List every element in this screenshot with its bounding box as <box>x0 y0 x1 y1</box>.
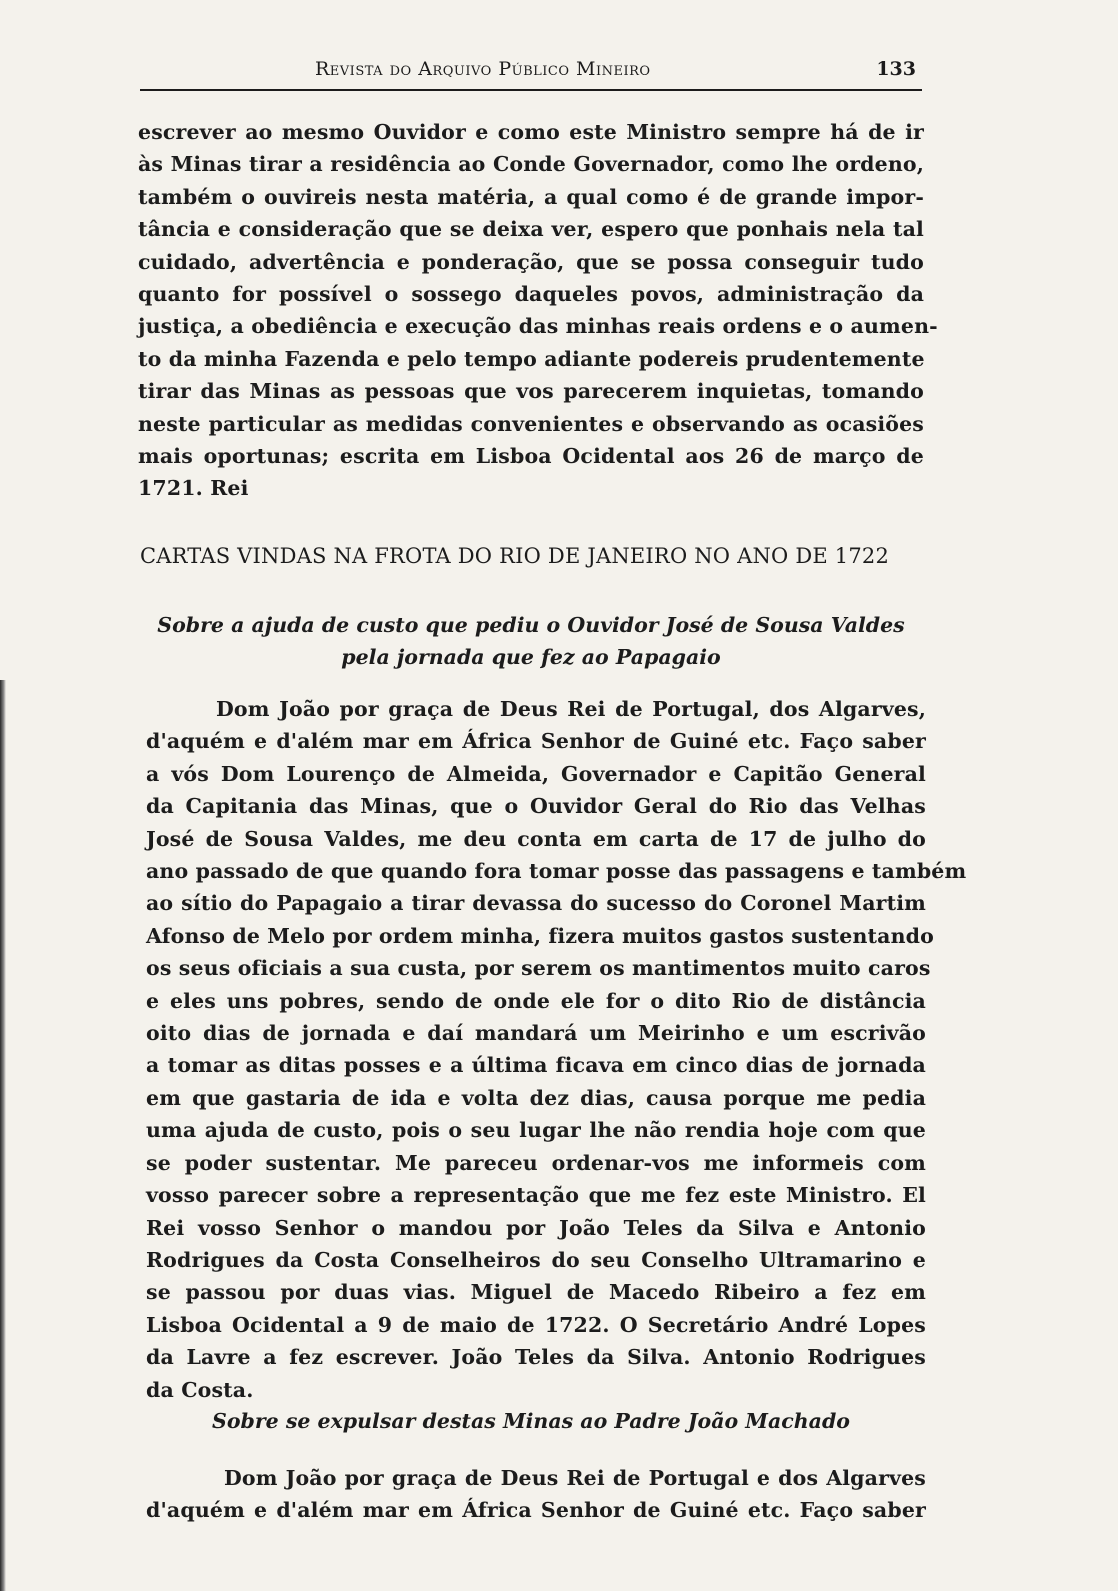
text-line: vosso parecer sobre a representação que me fez este Ministro. El <box>146 1183 926 1208</box>
text-line: neste particular as medidas convenientes e observando as ocasiões <box>138 411 924 436</box>
text-line: ano passado de que quando fora tomar posse das passagens e também <box>146 859 967 884</box>
text-line: a tomar as ditas posses e a última ficava em cinco dias de jornada <box>146 1053 926 1078</box>
text-line: 1721. Rei <box>138 476 249 501</box>
text-line: oito dias de jornada e daí mandará um Meirinho e um escrivão <box>146 1021 926 1046</box>
text-line: mais oportunas; escrita em Lisboa Ocidental aos 26 de março de <box>138 444 924 469</box>
text-line: Afonso de Melo por ordem minha, fizera muitos gastos sustentando <box>146 923 934 948</box>
text-line: às Minas tirar a residência ao Conde Governador, como lhe ordeno, <box>138 152 924 177</box>
text-line: escrever ao mesmo Ouvidor e como este Ministro sempre há de ir <box>138 120 924 144</box>
text-line: da Capitania das Minas, que o Ouvidor Geral do Rio das Velhas <box>146 794 926 819</box>
text-line: to da minha Fazenda e pelo tempo adiante podereis prudentemente <box>138 346 925 371</box>
text-line: d'aquém e d'além mar em África Senhor de Guiné etc. Faço saber <box>146 1498 926 1523</box>
page-edge-shadow <box>0 680 6 1591</box>
paragraph-continuation <box>138 116 938 505</box>
text-line: da Lavre a fez escrever. João Teles da Silva. Antonio Rodrigues <box>146 1345 926 1370</box>
text-line: Dom João por graça de Deus Rei de Portugal, dos Algarves, <box>216 697 926 721</box>
letter-paragraph <box>146 693 967 1406</box>
text-line: uma ajuda de custo, pois o seu lugar lhe não rendia hoje com que <box>146 1118 926 1143</box>
text-line: da Costa. <box>146 1377 254 1402</box>
section-heading: CARTAS VINDAS NA FROTA DO RIO DE JANEIRO NO ANO DE 1722 <box>140 544 890 568</box>
text-line: ao sítio do Papagaio a tirar devassa do sucesso do Coronel Martim <box>146 891 926 916</box>
text-line: cuidado, advertência e ponderação, que se possa conseguir tudo <box>138 249 924 274</box>
text-line: Rei vosso Senhor o mandou por João Teles da Silva e Antonio <box>146 1215 926 1240</box>
header-rule <box>140 89 922 91</box>
text-line: e eles uns pobres, sendo de onde ele for o dito Rio de distância <box>146 988 926 1013</box>
page-number: 133 <box>876 58 916 80</box>
text-line: justiça, a obediência e execução das minhas reais ordens e o aumen- <box>138 314 938 339</box>
text-line: em que gastaria de ida e volta dez dias, causa porque me pedia <box>146 1085 926 1110</box>
text-line: também o ouvireis nesta matéria, a qual como é de grande impor- <box>138 184 924 209</box>
subheading-line: Sobre a ajuda de custo que pediu o Ouvidor José de Sousa Valdes <box>157 613 905 637</box>
text-line: tirar das Minas as pessoas que vos parecerem inquietas, tomando <box>138 379 924 404</box>
text-line: d'aquém e d'além mar em África Senhor de Guiné etc. Faço saber <box>146 729 926 754</box>
text-line: os seus oficiais a sua custa, por serem os mantimentos muito caros <box>146 956 931 981</box>
text-line: Rodrigues da Costa Conselheiros do seu Conselho Ultramarino e <box>146 1247 926 1272</box>
text-line: José de Sousa Valdes, me deu conta em carta de 17 de julho do <box>146 826 926 851</box>
text-line: se poder sustentar. Me pareceu ordenar-vos me informeis com <box>146 1150 926 1175</box>
letter-subheading: Sobre se expulsar destas Minas ao Padre João Machado <box>212 1409 850 1433</box>
letter-subheading <box>140 609 922 673</box>
text-line: quanto for possível o sossego daqueles povos, administração da <box>138 282 924 307</box>
page-header <box>140 58 920 88</box>
running-title: Revista do Arquivo Público Mineiro <box>315 58 651 80</box>
text-line: Dom João por graça de Deus Rei de Portugal e dos Algarves <box>224 1466 926 1490</box>
text-line: a vós Dom Lourenço de Almeida, Governador e Capitão General <box>146 761 926 786</box>
subheading-line: pela jornada que fez ao Papagaio <box>341 645 721 669</box>
text-line: tância e consideração que se deixa ver, espero que ponhais nela tal <box>138 217 924 242</box>
text-line: se passou por duas vias. Miguel de Macedo Ribeiro a fez em <box>146 1280 926 1305</box>
text-line: Lisboa Ocidental a 9 de maio de 1722. O Secretário André Lopes <box>146 1312 926 1337</box>
letter-paragraph <box>146 1462 926 1527</box>
